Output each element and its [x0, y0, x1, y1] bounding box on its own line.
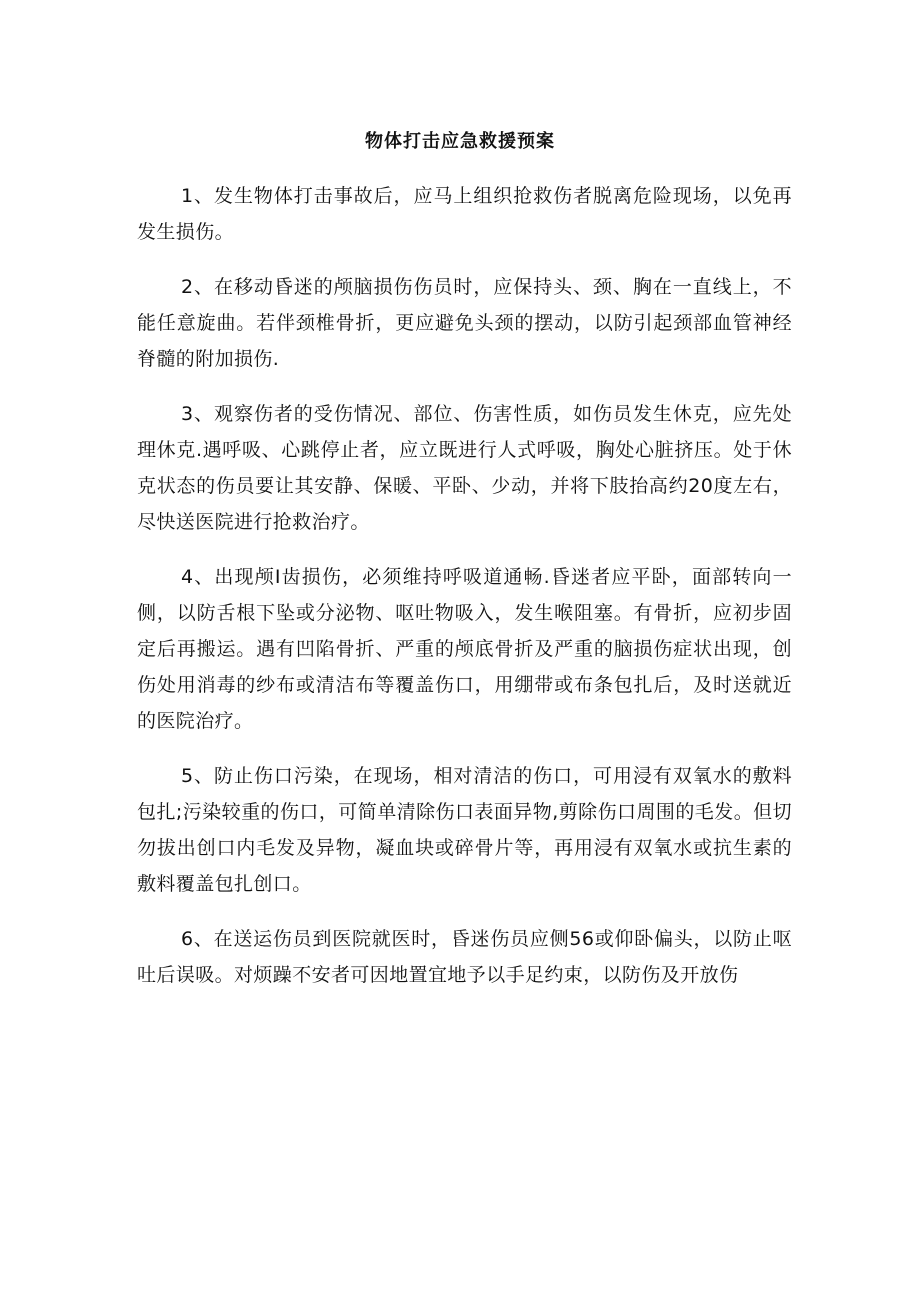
document-title: 物体打击应急救援预案	[365, 131, 555, 152]
paragraph-1: 1、发生物体打击事故后，应马上组织抢救伤者脱离危险现场，以免再发生损伤。	[137, 185, 792, 243]
paragraph-3: 3、观察伤者的受伤情况、部位、伤害性质，如伤员发生休克，应先处理休克.遇呼吸、心跳停止者，应立既进行人式呼吸，胸处心脏挤压。处于休克状态的伤员要让其安静、保暖、平卧、少动，并将下肢抬高约20度左右，尽快送医院进行抢救治疗。	[137, 403, 792, 533]
paragraph-6: 6、在送运伤员到医院就医时，昏迷伤员应侧56或仰卧偏头，以防止呕吐后误吸。对烦躁不安者可因地置宜地予以手足约束，以防伤及开放伤	[137, 928, 792, 986]
paragraph-2: 2、在移动昏迷的颅脑损伤伤员时，应保持头、颈、胸在一直线上，不能任意旋曲。若伴颈椎骨折，更应避免头颈的摆动，以防引起颈部血管神经脊髓的附加损伤.	[137, 276, 792, 370]
paragraph-5: 5、防止伤口污染，在现场，相对清洁的伤口，可用浸有双氧水的敷料包扎;污染较重的伤口，可简单清除伤口表面异物,剪除伤口周围的毛发。但切勿拔出创口内毛发及异物，凝血块或碎骨片等，再用浸有双氧水或抗生素的敷料覆盖包扎创口。	[137, 765, 792, 895]
document-body	[137, 178, 792, 1012]
paragraph-4: 4、出现颅I齿损伤，必须维持呼吸道通畅.昏迷者应平卧，面部转向一侧，以防舌根下坠或分泌物、呕吐物吸入，发生喉阻塞。有骨折，应初步固定后再搬运。遇有凹陷骨折、严重的颅底骨折及严重的脑损伤症状出现，创伤处用消毒的纱布或清洁布等覆盖伤口，用绷带或布条包扎后，及时送就近的医院治疗。	[137, 566, 792, 732]
